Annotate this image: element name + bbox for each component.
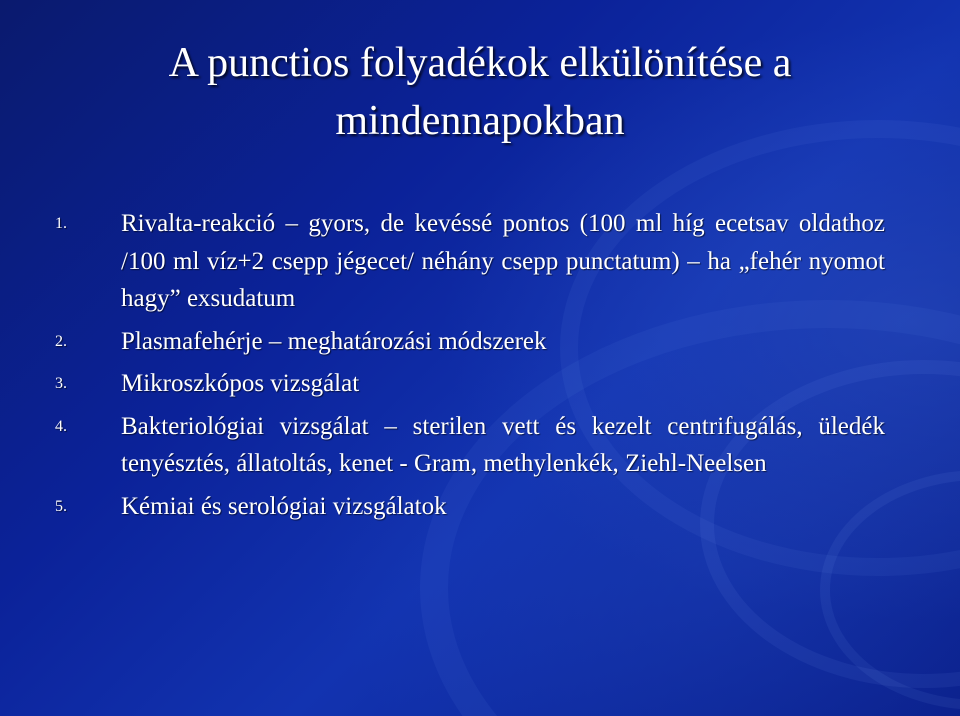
list-item <box>55 488 885 526</box>
list-item-text: Bakteriológiai vizsgálat – sterilen vett és kezelt centrifugálás, üledék tenyésztés, állatoltás, kenet - Gram, methylenkék, Ziehl-Neelsen <box>121 412 885 477</box>
list-item-number: 4. <box>55 417 67 435</box>
list-item-text: Rivalta-reakció – gyors, de kevéssé pontos (100 ml híg ecetsav oldathoz /100 ml víz+2 csepp jégecet/ néhány csepp punctatum) – ha „fehér nyomot hagy” exsudatum <box>121 210 885 312</box>
list-item-number: 1. <box>55 215 67 232</box>
list-item <box>55 323 885 361</box>
slide-title: A punctios folyadékok elkülönítése a mindennapokban <box>168 40 792 144</box>
list-item-text: Mikroszkópos vizsgálat <box>121 370 360 397</box>
list-item <box>55 408 885 483</box>
list-item-number: 5. <box>55 497 67 515</box>
bullet-list <box>55 205 885 530</box>
list-item-number: 3. <box>55 375 67 392</box>
list-item <box>55 365 885 403</box>
list-item-number: 2. <box>55 332 67 350</box>
list-item-text: Kémiai és serológiai vizsgálatok <box>121 492 447 520</box>
list-item-text: Plasmafehérje – meghatározási módszerek <box>121 327 547 355</box>
list-item <box>55 205 885 318</box>
